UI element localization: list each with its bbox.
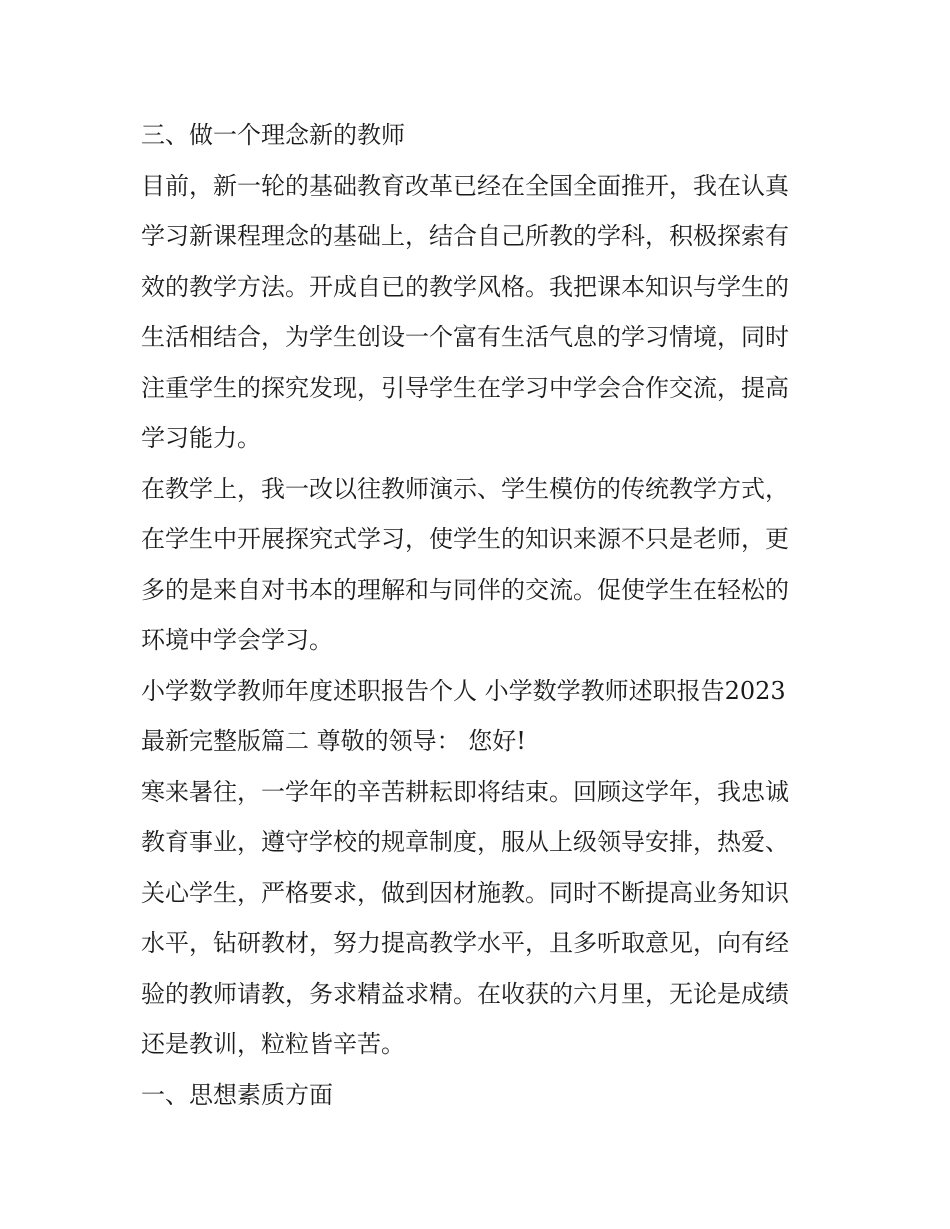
report-title-line: 最新完整版篇二 尊敬的领导： 您好!	[141, 727, 526, 755]
text-line: 效的教学方法。开成自已的教学风格。我把课本知识与学生的	[141, 272, 789, 301]
text-line: 还是教训，粒粒皆辛苦。	[141, 1030, 405, 1058]
text-line: 多的是来自对书本的理解和与同伴的交流。促使学生在轻松的	[141, 575, 789, 604]
text-line: 环境中学会学习。	[141, 626, 333, 654]
text-line: 注重学生的探究发现，引导学生在学习中学会合作交流，提高	[141, 373, 789, 402]
section-heading: 三、做一个理念新的教师	[141, 121, 405, 149]
text-line: 在学生中开展探究式学习，使学生的知识来源不只是老师，更	[141, 525, 789, 553]
report-title-line: 小学数学教师年度述职报告个人 小学数学教师述职报告2023	[141, 676, 786, 705]
section-heading: 一、思想素质方面	[141, 1080, 333, 1109]
text-line: 生活相结合，为学生创设一个富有生活气息的学习情境，同时	[141, 323, 789, 351]
text-line: 学习能力。	[141, 424, 261, 452]
text-line: 水平，钻研教材，努力提高教学水平，且多听取意见，向有经	[141, 929, 789, 957]
text-line: 在教学上，我一改以往教师演示、学生模仿的传统教学方式，	[141, 474, 789, 503]
text-line: 目前，新一轮的基础教育改革已经在全国全面推开，我在认真	[141, 171, 789, 200]
text-line: 关心学生，严格要求，做到因材施教。同时不断提高业务知识	[141, 878, 789, 907]
text-line: 教育事业，遵守学校的规章制度，服从上级领导安排，热爱、	[141, 828, 789, 856]
text-line: 验的教师请教，务求精益求精。在收获的六月里，无论是成绩	[141, 979, 789, 1008]
document-body	[141, 110, 816, 1120]
text-line: 寒来暑往，一学年的辛苦耕耘即将结束。回顾这学年，我忠诚	[141, 777, 789, 806]
text-line: 学习新课程理念的基础上，结合自己所教的学科，积极探索有	[141, 222, 789, 250]
